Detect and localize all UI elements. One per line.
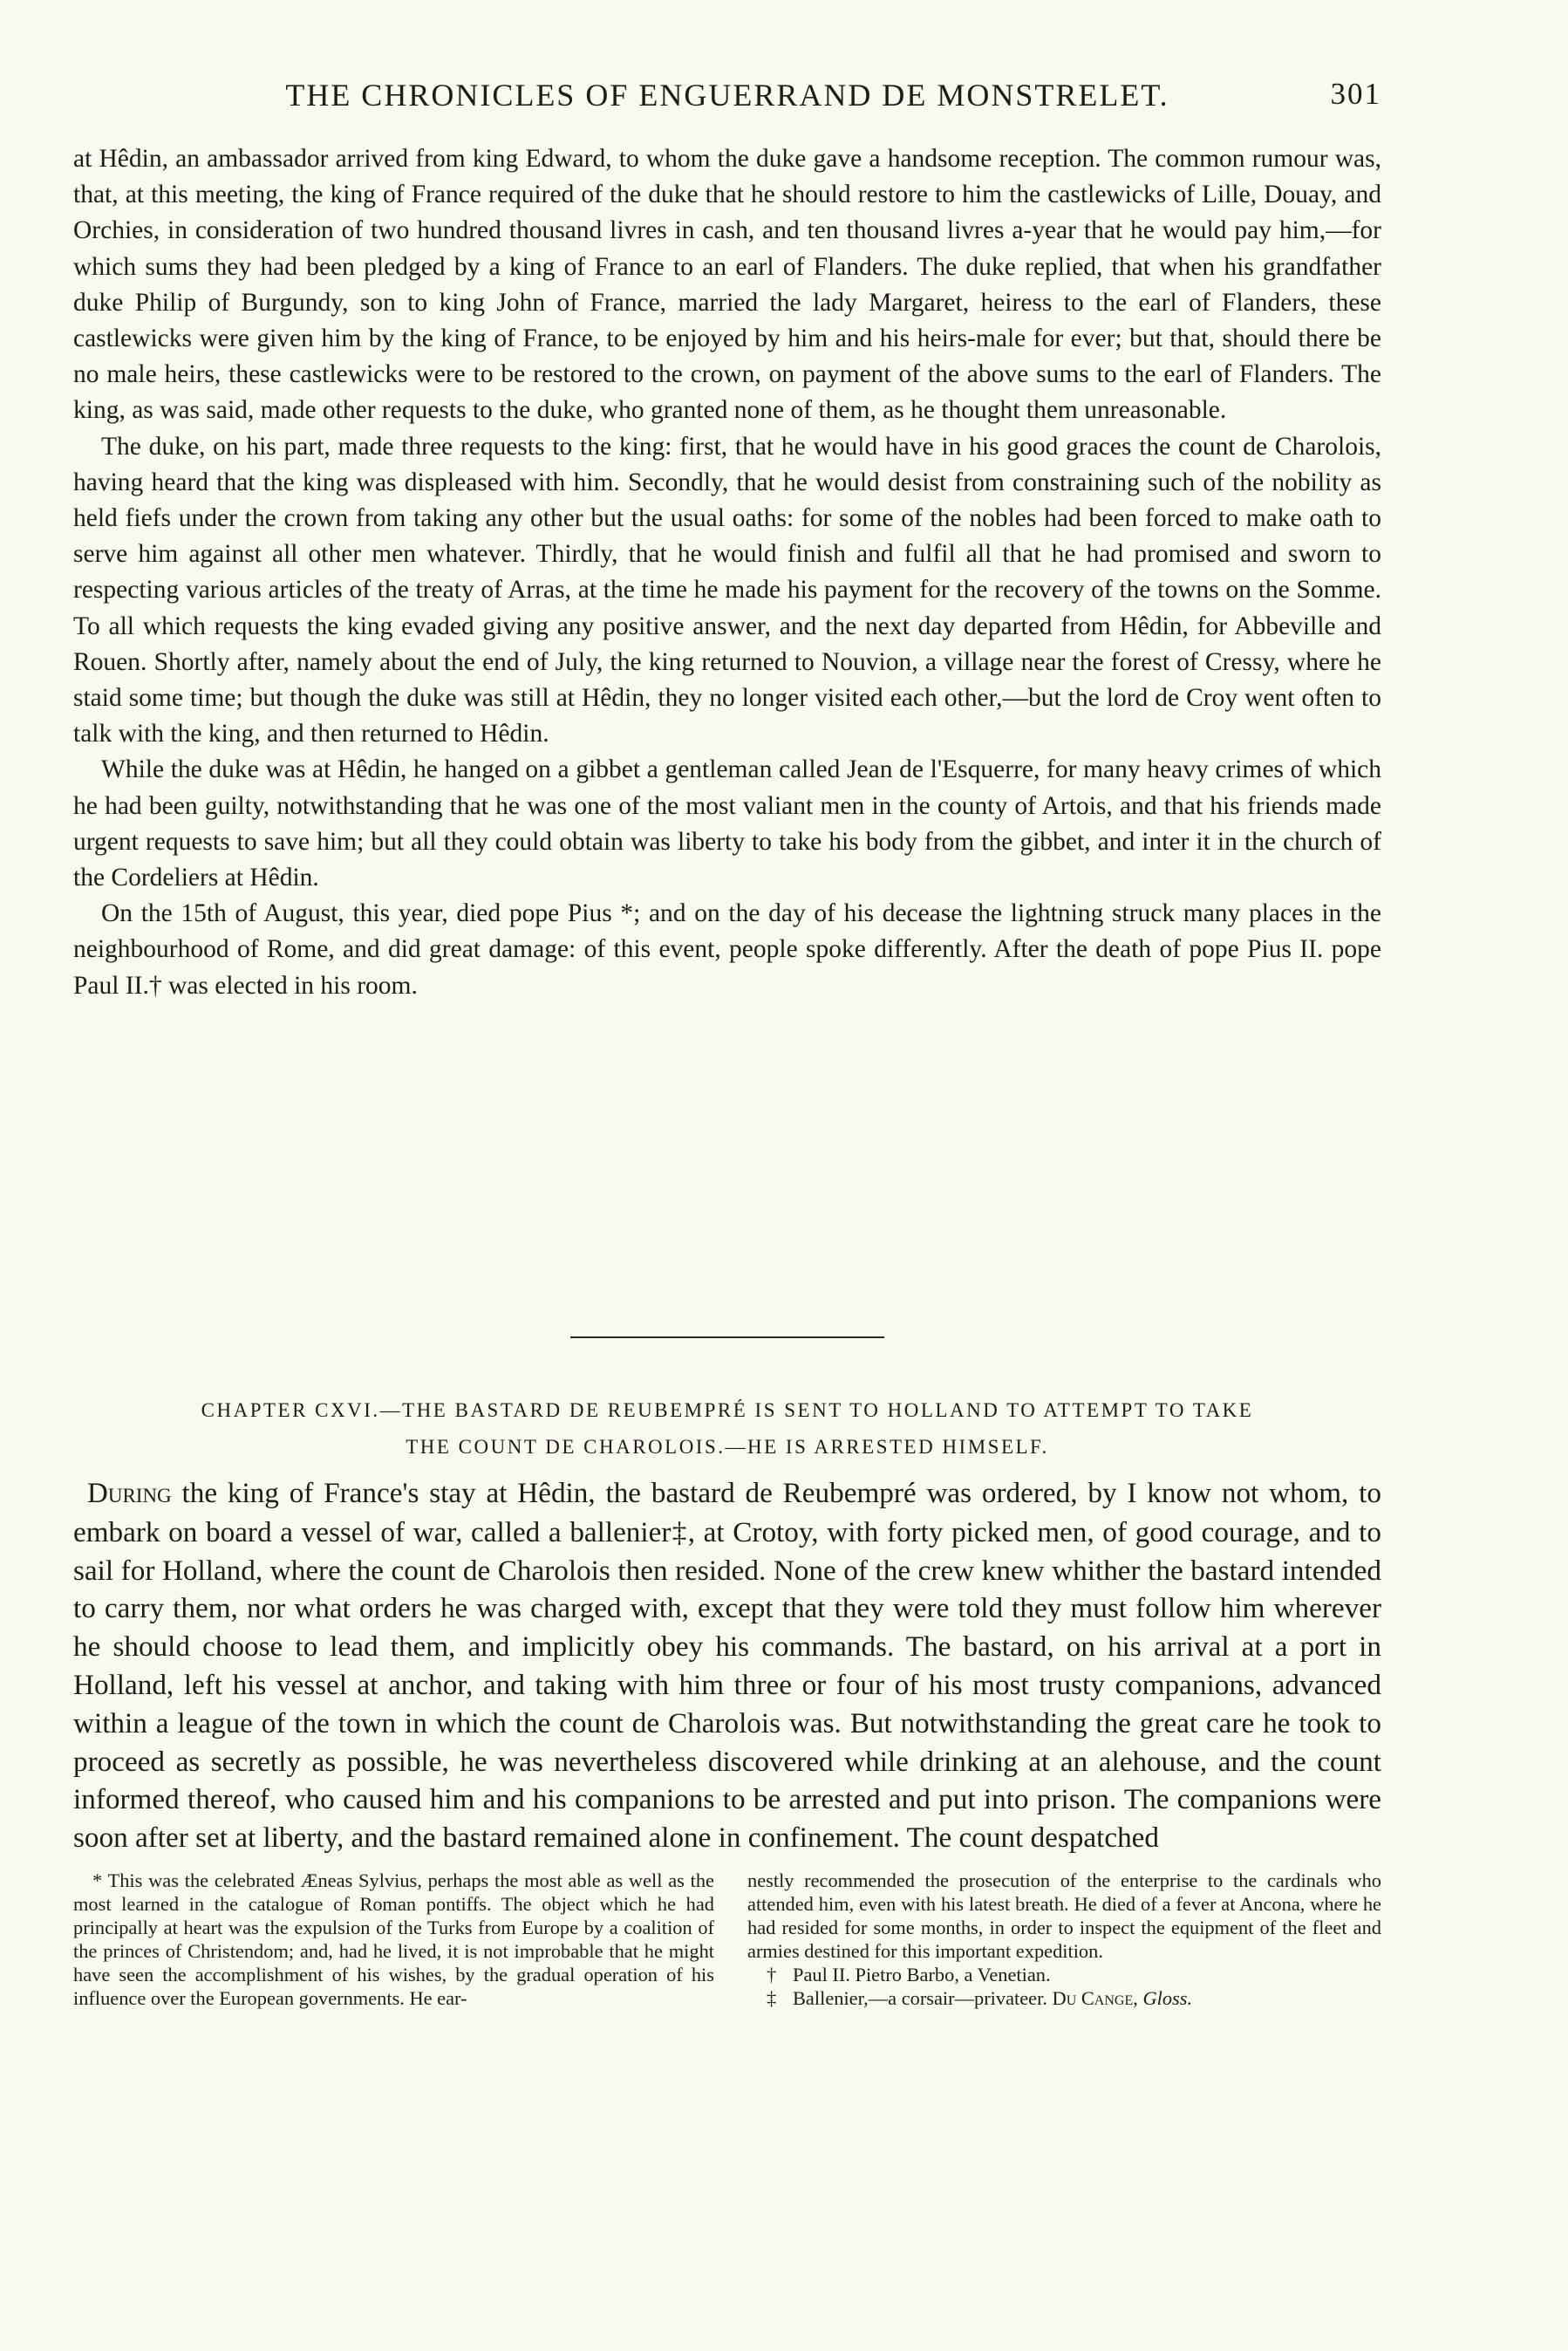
paragraph: The duke, on his part, made three requests to the king: first, that he would have in his good graces the count de Charolois, having heard that the king was displeased with him. Secondly, that he would desist from constraining such of the nobility as held fiefs under the crown from taking any other but the usual oaths: for some of the nobles had been forced to make oath to serve him against all other men whatever. Thirdly, that he would finish and fulfil all that he had promised and sworn to respecting various articles of the treaty of Arras, at the time he made his payment for the recovery of the towns on the Somme. To all which requests the king evaded giving any positive answer, and the next day departed from Hêdin, for Abbeville and Rouen. Shortly after, namely about the end of July, the king returned to Nouvion, a village near the forest of Cressy, where he staid some time; but though the duke was still at Hêdin, they no longer visited each other,—but the lord de Croy went often to talk with the king, and then returned to Hêdin. [73, 432, 1381, 748]
footnote-dagger-text: Paul II. Pietro Barbo, a Venetian. [793, 1964, 1051, 1985]
footnote-column-right [747, 1869, 1381, 2010]
section-divider [570, 1336, 884, 1338]
chapter-heading [73, 1392, 1381, 1466]
running-header [73, 77, 1381, 117]
book-page [73, 0, 1381, 2351]
paragraph: at Hêdin, an ambassador arrived from king Edward, to whom the duke gave a handsome reception. The common rumour was, that, at this meeting, the king of France required of the duke that he should restore to him the castlewicks of Lille, Douay, and Orchies, in consideration of two hundred thousand livres in cash, and ten thousand livres a-year that he would pay him,—for which sums they had been pledged by a king of France to an earl of Flanders. The duke replied, that when his grandfather duke Philip of Burgundy, son to king John of France, married the lady Margaret, heiress to the earl of Flanders, these castlewicks were given him by the king of France, to be enjoyed by him and his heirs-male for ever; but that, should there be no male heirs, these castlewicks were to be restored to the crown, on payment of the above sums to the earl of Flanders. The king, as was said, made other requests to the duke, who granted none of them, as he thought them unreasonable. [73, 145, 1381, 425]
chapter-heading-line: THE COUNT DE CHAROLOIS.—HE IS ARRESTED HIMSELF. [406, 1436, 1049, 1458]
chapter-paragraph [73, 1474, 1381, 1857]
footnote-double-dagger [747, 1986, 1381, 2010]
opening-word: During [87, 1478, 172, 1509]
page-number: 301 [1330, 77, 1381, 111]
chapter-heading-line: CHAPTER CXVI.—THE BASTARD DE REUBEMPRÉ IS SENT TO HOLLAND TO ATTEMPT TO TAKE [201, 1399, 1254, 1421]
footnote-double-dagger-text: Ballenier,—a corsair—privateer. [793, 1987, 1047, 2009]
chapter-text [73, 1474, 1381, 1857]
main-text [73, 141, 1381, 1004]
double-dagger-symbol: ‡ [767, 1987, 777, 2009]
footnote-source-author: Du Cange, [1052, 1987, 1138, 2009]
footnotes [73, 1869, 1381, 2043]
running-title: THE CHRONICLES OF ENGUERRAND DE MONSTRELET. [285, 78, 1169, 113]
footnote-asterisk: * This was the celebrated Æneas Sylvius, perhaps the most able as well as the most learned in the catalogue of Roman pontiffs. The object which he had principally at heart was the expulsion of the Turks from Europe by a coalition of the princes of Christendom; and, had he lived, it is not improbable that he might have seen the accomplishment of his wishes, by the gradual operation of his influence over the European governments. He ear- [73, 1869, 714, 2009]
chapter-paragraph-text: the king of France's stay at Hêdin, the bastard de Reubempré was ordered, by I know not whom, to embark on board a vessel of war, called a ballenier‡, at Crotoy, with forty picked men, of good courage, and to sail for Holland, where the count de Charolois then resided. None of the crew knew whither the bastard intended to carry them, nor what orders he was charged with, except that they were told they must follow him wherever he should choose to lead them, and implicitly obey his commands. The bastard, on his arrival at a port in Holland, left his vessel at anchor, and taking with him three or four of his most trusty companions, advanced within a league of the town in which the count de Charolois was. But notwithstanding the great care he took to proceed as secretly as possible, he was nevertheless discovered while drinking at an alehouse, and the count informed thereof, who caused him and his companions to be arrested and put into prison. The companions were soon after set at liberty, and the bastard remained alone in confinement. The count despatched [73, 1477, 1381, 1855]
footnote-dagger [747, 1963, 1381, 1986]
dagger-symbol: † [767, 1964, 777, 1985]
paragraph: While the duke was at Hêdin, he hanged on a gibbet a gentleman called Jean de l'Esquerre, for many heavy crimes of which he had been guilty, notwithstanding that he was one of the most valiant men in the county of Artois, and that his friends made urgent requests to save him; but all they could obtain was liberty to take his body from the gibbet, and inter it in the church of the Cordeliers at Hêdin. [73, 755, 1381, 892]
footnote-continuation: nestly recommended the prosecution of the enterprise to the cardinals who attended him, even with his latest breath. He died of a fever at Ancona, where he had resided for some months, in order to inspect the equipment of the fleet and armies destined for this important expedition. [747, 1869, 1381, 1962]
footnote-column-left [73, 1869, 714, 2010]
footnote-source-work: Gloss. [1142, 1987, 1193, 2009]
paragraph: On the 15th of August, this year, died pope Pius *; and on the day of his decease the lightning struck many places in the neighbourhood of Rome, and did great damage: of this event, people spoke differently. After the death of pope Pius II. pope Paul II.† was elected in his room. [73, 899, 1381, 1000]
